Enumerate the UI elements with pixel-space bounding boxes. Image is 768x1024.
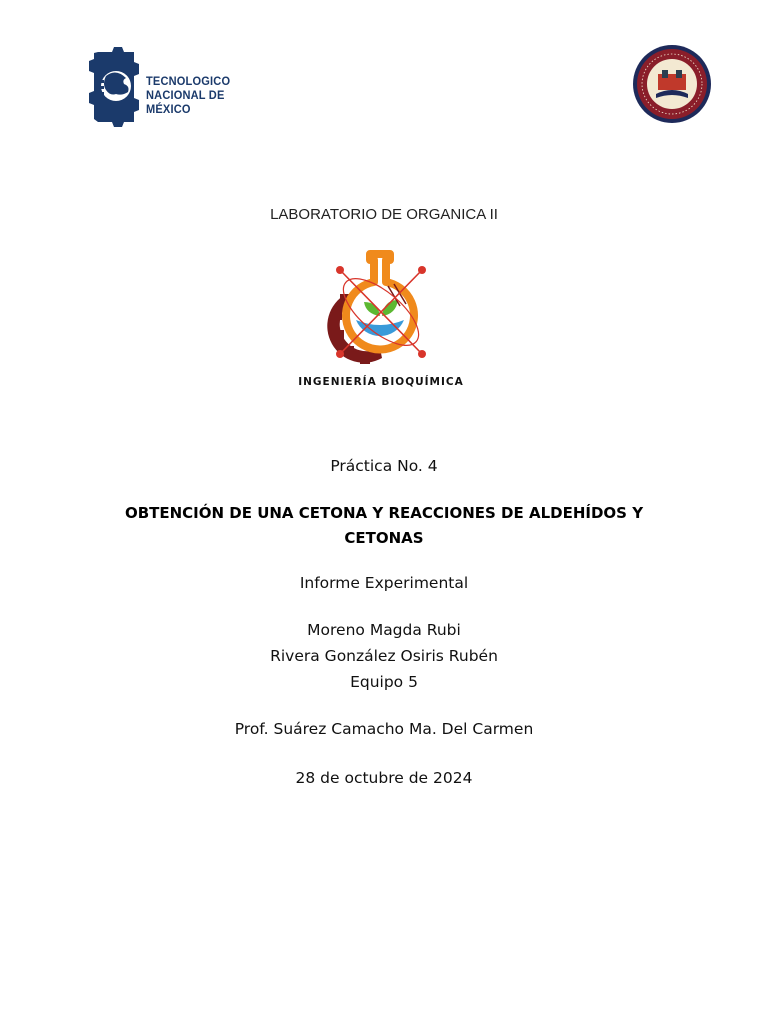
report-title-line1: OBTENCIÓN DE UNA CETONA Y REACCIONES DE ALDEHÍDOS Y: [124, 504, 644, 522]
report-type: Informe Experimental: [299, 574, 469, 592]
report-date: 28 de octubre de 2024: [295, 769, 473, 787]
flask-gear-icon: [326, 250, 436, 370]
lab-title: LABORATORIO DE ORGANICA II: [270, 206, 498, 223]
professor: Prof. Suárez Camacho Ma. Del Carmen: [234, 720, 534, 738]
author-1: Moreno Magda Rubi: [307, 621, 461, 639]
bioquimica-caption: INGENIERÍA BIOQUÍMICA: [298, 376, 464, 388]
tecnm-logo: [88, 46, 263, 128]
bioquimica-logo: [326, 250, 436, 370]
practice-number: Práctica No. 4: [330, 457, 438, 475]
author-2: Rivera González Osiris Rubén: [270, 647, 498, 665]
institute-seal-icon: [632, 44, 712, 124]
institute-seal: [632, 44, 712, 124]
team-number: Equipo 5: [350, 673, 418, 691]
tecnm-name-line1: TECNOLOGICO: [146, 74, 231, 88]
report-title-line2: CETONAS: [344, 529, 424, 547]
tecnm-name-line2: NACIONAL DE MÉXICO: [146, 88, 225, 116]
tecnm-gear-icon: [88, 46, 144, 128]
